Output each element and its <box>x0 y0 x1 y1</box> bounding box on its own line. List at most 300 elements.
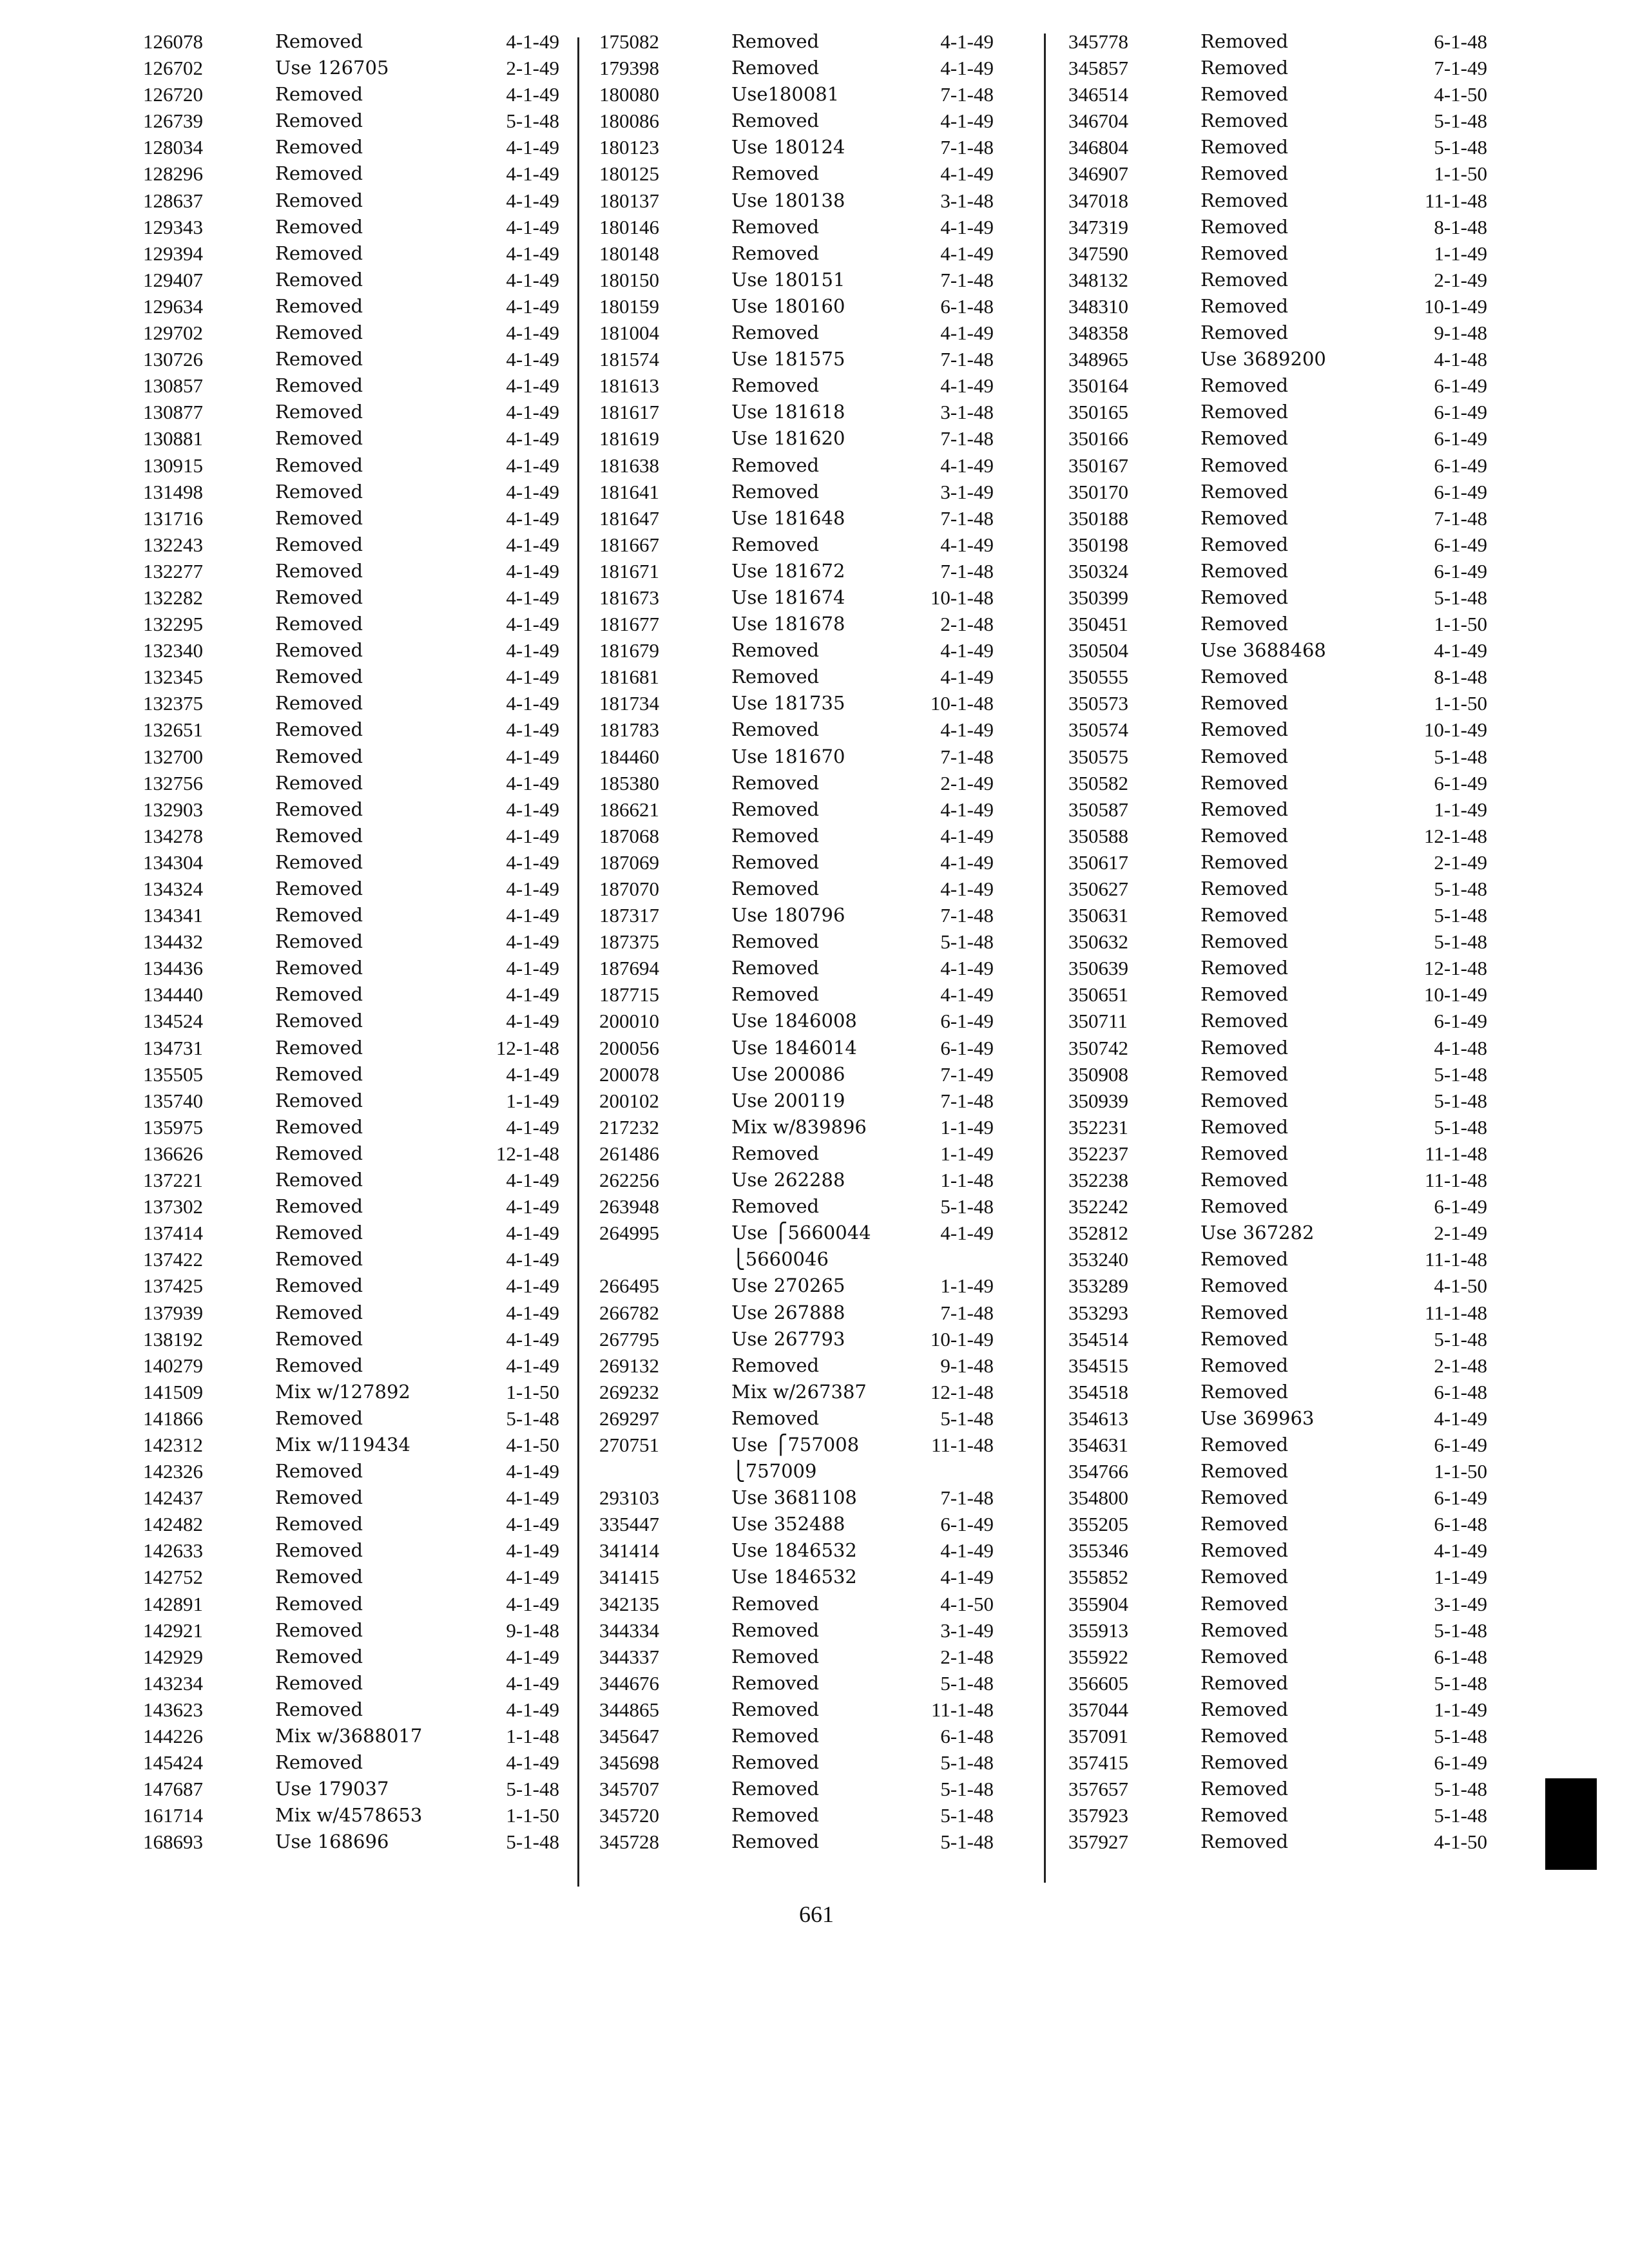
disposition: Removed <box>1200 1380 1289 1403</box>
table-row <box>143 505 568 532</box>
part-number: 126078 <box>143 30 203 53</box>
table-row <box>143 1829 568 1855</box>
effective-date: 4-1-49 <box>940 824 994 847</box>
disposition: Removed <box>1200 533 1289 555</box>
disposition: Removed <box>275 1142 363 1164</box>
table-row <box>1068 1061 1507 1088</box>
part-number: 134436 <box>143 957 203 980</box>
effective-date: 2-1-48 <box>940 1645 994 1668</box>
disposition: Removed <box>1200 454 1289 476</box>
disposition: Removed <box>275 454 363 476</box>
table-row <box>599 664 1025 690</box>
effective-date: 6-1-49 <box>1434 559 1487 582</box>
effective-date: 4-1-49 <box>506 1354 559 1377</box>
table-row <box>143 1696 568 1723</box>
effective-date: 1-1-49 <box>1434 242 1487 265</box>
disposition: Use 1846008 <box>731 1010 857 1032</box>
part-number: 128034 <box>143 136 203 159</box>
disposition: Use 3688468 <box>1200 639 1326 662</box>
effective-date: 6-1-48 <box>940 1725 994 1747</box>
table-row <box>599 637 1025 664</box>
effective-date: 5-1-48 <box>1434 110 1487 133</box>
disposition: Removed <box>1200 242 1289 264</box>
part-number: 130857 <box>143 374 203 398</box>
effective-date: 10-1-49 <box>1423 294 1487 318</box>
table-row <box>143 1723 568 1749</box>
effective-date: 5-1-48 <box>1434 878 1487 900</box>
part-number: 187317 <box>599 904 659 927</box>
table-row <box>599 1537 1025 1564</box>
disposition: Removed <box>1200 586 1289 608</box>
disposition: Use 3681108 <box>731 1486 857 1509</box>
table-row <box>143 1352 568 1379</box>
part-number: 134524 <box>143 1010 203 1033</box>
part-number: 181613 <box>599 374 659 398</box>
table-row <box>143 55 568 81</box>
disposition: Removed <box>275 586 363 608</box>
part-number: 350908 <box>1068 1062 1128 1086</box>
part-number: 180123 <box>599 136 659 159</box>
effective-date: 4-1-49 <box>940 322 994 345</box>
table-row <box>143 744 568 770</box>
disposition: ⎩5660046 <box>731 1248 829 1271</box>
table-row <box>1068 160 1507 187</box>
effective-date: 4-1-49 <box>506 374 559 398</box>
effective-date: 4-1-49 <box>940 533 994 556</box>
table-row <box>143 532 568 558</box>
table-row <box>143 584 568 611</box>
part-number: 179398 <box>599 57 659 80</box>
effective-date: 11-1-48 <box>1425 1169 1487 1192</box>
disposition: Removed <box>1200 1751 1289 1774</box>
disposition: Removed <box>731 798 820 820</box>
disposition: Removed <box>275 1566 363 1588</box>
disposition: Removed <box>1200 1778 1289 1800</box>
table-row <box>1068 823 1507 849</box>
disposition: Use 181678 <box>731 613 845 635</box>
table-row <box>599 1114 1025 1140</box>
disposition: Use 168696 <box>275 1831 389 1853</box>
table-row <box>143 1035 568 1061</box>
effective-date: 4-1-49 <box>506 1671 559 1695</box>
effective-date: 1-1-50 <box>1434 162 1487 186</box>
effective-date: 4-1-49 <box>940 798 994 821</box>
part-number: 180159 <box>599 294 659 318</box>
part-number: 134304 <box>143 850 203 874</box>
effective-date: 4-1-48 <box>1434 1036 1487 1059</box>
disposition: Removed <box>1200 1831 1289 1853</box>
part-number: 269232 <box>599 1380 659 1403</box>
table-row <box>143 1670 568 1696</box>
table-row <box>1068 1273 1507 1299</box>
part-number: 129343 <box>143 215 203 238</box>
effective-date: 6-1-48 <box>1434 30 1487 53</box>
effective-date: 4-1-49 <box>506 294 559 318</box>
disposition: Removed <box>275 1195 363 1218</box>
table-row <box>599 1829 1025 1855</box>
table-row <box>1068 1537 1507 1564</box>
part-number: 350167 <box>1068 454 1128 477</box>
table-row <box>1068 1140 1507 1167</box>
disposition: Removed <box>1200 1566 1289 1588</box>
part-number: 355205 <box>1068 1513 1128 1536</box>
disposition: Removed <box>1200 692 1289 715</box>
disposition: Removed <box>275 215 363 238</box>
part-number: 355913 <box>1068 1619 1128 1642</box>
table-row <box>1068 214 1507 240</box>
part-number: 350632 <box>1068 930 1128 954</box>
disposition: Mix w/839896 <box>731 1115 867 1138</box>
disposition: Removed <box>731 1354 820 1376</box>
effective-date: 9-1-48 <box>506 1619 559 1642</box>
effective-date: 1-1-50 <box>1434 1460 1487 1483</box>
disposition: Use 181575 <box>731 348 845 370</box>
effective-date: 4-1-49 <box>940 30 994 53</box>
table-row <box>1068 1008 1507 1034</box>
effective-date: 7-1-48 <box>940 1089 994 1112</box>
effective-date: 4-1-49 <box>940 1566 994 1589</box>
effective-date: 4-1-49 <box>506 242 559 265</box>
table-row <box>143 81 568 108</box>
effective-date: 1-1-49 <box>1434 1698 1487 1721</box>
disposition: Use 181620 <box>731 427 845 450</box>
part-number: 350639 <box>1068 957 1128 980</box>
part-number: 137422 <box>143 1248 203 1271</box>
effective-date: 5-1-48 <box>1434 1778 1487 1801</box>
disposition: Removed <box>731 850 820 873</box>
table-row <box>1068 28 1507 55</box>
effective-date: 5-1-48 <box>1434 1115 1487 1139</box>
disposition: Removed <box>1200 1248 1289 1271</box>
effective-date: 6-1-49 <box>1434 1195 1487 1218</box>
disposition: Removed <box>275 427 363 450</box>
disposition: Use 179037 <box>275 1778 389 1800</box>
table-row <box>1068 1300 1507 1326</box>
part-number: 129394 <box>143 242 203 265</box>
effective-date: 4-1-49 <box>506 454 559 477</box>
disposition: Removed <box>275 1513 363 1535</box>
effective-date: 4-1-49 <box>506 533 559 556</box>
disposition: Use 369963 <box>1200 1407 1315 1429</box>
disposition: Removed <box>1200 1513 1289 1535</box>
table-row <box>599 1776 1025 1802</box>
effective-date: 11-1-48 <box>1425 189 1487 212</box>
part-number: 137302 <box>143 1195 203 1218</box>
disposition: Removed <box>275 294 363 317</box>
table-row <box>143 160 568 187</box>
part-number: 143623 <box>143 1698 203 1721</box>
disposition: Removed <box>1200 798 1289 820</box>
part-number: 130915 <box>143 454 203 477</box>
disposition: Use 180160 <box>731 294 845 317</box>
disposition: Removed <box>275 1115 363 1138</box>
disposition: Removed <box>1200 268 1289 291</box>
table-row <box>599 160 1025 187</box>
part-number: 355346 <box>1068 1539 1128 1562</box>
effective-date: 4-1-49 <box>506 1486 559 1510</box>
part-number: 350617 <box>1068 850 1128 874</box>
table-row <box>143 1008 568 1034</box>
table-row <box>143 372 568 399</box>
part-number: 350504 <box>1068 639 1128 662</box>
table-row <box>1068 611 1507 637</box>
part-number: 128637 <box>143 189 203 212</box>
effective-date: 4-1-49 <box>1434 639 1487 662</box>
part-number: 132282 <box>143 586 203 609</box>
table-row <box>1068 981 1507 1008</box>
effective-date: 4-1-49 <box>506 480 559 503</box>
table-row <box>143 1564 568 1590</box>
table-row <box>1068 1220 1507 1246</box>
table-row <box>599 1140 1025 1167</box>
effective-date: 3-1-48 <box>940 189 994 212</box>
part-number: 347590 <box>1068 242 1128 265</box>
table-row <box>143 108 568 134</box>
disposition: Removed <box>731 1645 820 1667</box>
disposition: Removed <box>1200 322 1289 344</box>
effective-date: 10-1-49 <box>1423 983 1487 1006</box>
table-row <box>143 1246 568 1273</box>
part-number: 350711 <box>1068 1010 1128 1033</box>
effective-date: 4-1-49 <box>506 957 559 980</box>
disposition: Removed <box>1200 480 1289 503</box>
part-number: 357044 <box>1068 1698 1128 1721</box>
effective-date: 4-1-49 <box>506 878 559 900</box>
table-row <box>1068 134 1507 160</box>
table-row <box>599 1644 1025 1670</box>
disposition: Removed <box>1200 1169 1289 1191</box>
table-row <box>599 876 1025 902</box>
disposition: Removed <box>1200 427 1289 450</box>
disposition: Mix w/127892 <box>275 1380 410 1403</box>
table-row <box>143 1749 568 1776</box>
effective-date: 4-1-49 <box>940 57 994 80</box>
table-row <box>1068 1670 1507 1696</box>
table-row <box>599 1061 1025 1088</box>
table-row <box>599 1008 1025 1034</box>
part-number: 145424 <box>143 1751 203 1774</box>
disposition: Use 352488 <box>731 1513 845 1535</box>
table-row <box>143 1432 568 1458</box>
table-row <box>143 1300 568 1326</box>
disposition: Removed <box>731 1698 820 1720</box>
part-number: 131716 <box>143 506 203 530</box>
table-row <box>599 81 1025 108</box>
disposition: Use ⎧757008 <box>731 1433 860 1456</box>
disposition: Removed <box>275 983 363 1006</box>
effective-date: 4-1-49 <box>506 1195 559 1218</box>
effective-date: 8-1-48 <box>1434 215 1487 238</box>
effective-date: 6-1-48 <box>940 294 994 318</box>
table-row <box>599 558 1025 584</box>
part-number: 350399 <box>1068 586 1128 609</box>
disposition: Removed <box>1200 559 1289 582</box>
part-number: 142921 <box>143 1619 203 1642</box>
part-number: 345857 <box>1068 57 1128 80</box>
effective-date: 12-1-48 <box>496 1142 559 1165</box>
part-number: 350188 <box>1068 506 1128 530</box>
effective-date: 1-1-48 <box>940 1169 994 1192</box>
disposition: Removed <box>1200 189 1289 211</box>
table-row <box>1068 1352 1507 1379</box>
effective-date: 6-1-48 <box>1434 1513 1487 1536</box>
effective-date: 4-1-49 <box>506 322 559 345</box>
disposition: Removed <box>1200 745 1289 767</box>
effective-date: 6-1-49 <box>1434 374 1487 398</box>
table-row <box>599 267 1025 293</box>
effective-date: 4-1-49 <box>506 559 559 582</box>
part-number: 129407 <box>143 268 203 291</box>
part-number: 341415 <box>599 1566 659 1589</box>
part-number: 128296 <box>143 162 203 186</box>
part-number: 137414 <box>143 1222 203 1245</box>
disposition: Removed <box>275 268 363 291</box>
effective-date: 9-1-48 <box>940 1354 994 1377</box>
table-row <box>599 823 1025 849</box>
effective-date: 12-1-48 <box>1423 824 1487 847</box>
part-number: 350324 <box>1068 559 1128 582</box>
part-number: 355852 <box>1068 1566 1128 1589</box>
disposition: Removed <box>731 666 820 688</box>
effective-date: 4-1-49 <box>506 1301 559 1324</box>
table-row <box>599 505 1025 532</box>
part-number: 181617 <box>599 401 659 424</box>
table-row <box>143 796 568 823</box>
part-number: 144226 <box>143 1725 203 1747</box>
disposition: Removed <box>275 1486 363 1509</box>
table-row <box>143 1644 568 1670</box>
disposition: Removed <box>1200 1804 1289 1827</box>
effective-date: 5-1-48 <box>940 930 994 954</box>
disposition: Removed <box>1200 1115 1289 1138</box>
effective-date: 4-1-49 <box>940 1539 994 1562</box>
part-number: 262256 <box>599 1169 659 1192</box>
table-row <box>1068 1458 1507 1485</box>
effective-date: 4-1-49 <box>940 957 994 980</box>
table-row <box>599 108 1025 134</box>
disposition: Mix w/4578653 <box>275 1804 423 1827</box>
disposition: Use 181618 <box>731 401 845 423</box>
effective-date: 1-1-49 <box>506 1089 559 1112</box>
effective-date: 6-1-49 <box>1434 427 1487 450</box>
table-row <box>143 770 568 796</box>
table-row <box>1068 1193 1507 1220</box>
effective-date: 4-1-49 <box>940 110 994 133</box>
effective-date: 1-1-48 <box>506 1725 559 1747</box>
disposition: Removed <box>275 1036 363 1059</box>
disposition: Removed <box>275 1619 363 1641</box>
part-number: 200078 <box>599 1062 659 1086</box>
part-number: 137939 <box>143 1301 203 1324</box>
part-number: 134731 <box>143 1036 203 1059</box>
disposition: Removed <box>731 162 820 185</box>
disposition: Removed <box>275 110 363 132</box>
part-number: 352238 <box>1068 1169 1128 1192</box>
disposition: Removed <box>1200 401 1289 423</box>
table-row <box>599 346 1025 372</box>
effective-date: 7-1-48 <box>940 83 994 106</box>
table-row <box>599 214 1025 240</box>
effective-date: 4-1-49 <box>506 771 559 794</box>
effective-date: 6-1-49 <box>1434 454 1487 477</box>
table-row <box>143 293 568 320</box>
part-number: 344865 <box>599 1698 659 1721</box>
effective-date: 4-1-49 <box>940 162 994 186</box>
effective-date: 7-1-48 <box>940 1301 994 1324</box>
table-row <box>1068 346 1507 372</box>
effective-date: 4-1-49 <box>506 1115 559 1139</box>
part-number: 161714 <box>143 1804 203 1827</box>
effective-date: 5-1-48 <box>1434 1327 1487 1350</box>
disposition: Removed <box>1200 374 1289 397</box>
table-row <box>143 479 568 505</box>
part-number: 269297 <box>599 1407 659 1430</box>
disposition: Removed <box>1200 136 1289 159</box>
table-row <box>143 1140 568 1167</box>
part-number: 187070 <box>599 878 659 900</box>
effective-date: 5-1-48 <box>1434 1671 1487 1695</box>
table-row <box>599 1696 1025 1723</box>
part-number: 200056 <box>599 1036 659 1059</box>
disposition: Removed <box>731 771 820 794</box>
effective-date: 4-1-49 <box>506 1169 559 1192</box>
effective-date: 4-1-50 <box>1434 1831 1487 1854</box>
part-number: 142326 <box>143 1460 203 1483</box>
part-number: 187068 <box>599 824 659 847</box>
disposition: Removed <box>1200 1645 1289 1667</box>
effective-date: 2-1-49 <box>940 771 994 794</box>
disposition: Removed <box>1200 983 1289 1006</box>
part-number: 142437 <box>143 1486 203 1510</box>
disposition: Removed <box>1200 930 1289 953</box>
disposition: Use 200086 <box>731 1062 845 1085</box>
table-row <box>143 1617 568 1644</box>
effective-date: 6-1-49 <box>1434 1751 1487 1774</box>
disposition: Mix w/3688017 <box>275 1725 423 1747</box>
table-row <box>143 1193 568 1220</box>
effective-date: 5-1-48 <box>940 1804 994 1827</box>
effective-date: 4-1-49 <box>940 374 994 398</box>
disposition: Removed <box>1200 1327 1289 1350</box>
part-number: 132340 <box>143 639 203 662</box>
part-number: 350582 <box>1068 771 1128 794</box>
table-row <box>1068 690 1507 716</box>
table-row <box>1068 320 1507 346</box>
thumb-index-tab <box>1545 1778 1597 1870</box>
disposition: Use 1846014 <box>731 1036 857 1059</box>
disposition: Use 126705 <box>275 57 389 79</box>
effective-date: 7-1-48 <box>940 1486 994 1510</box>
disposition: Removed <box>275 1671 363 1694</box>
effective-date: 5-1-48 <box>1434 930 1487 954</box>
effective-date: 4-1-49 <box>506 850 559 874</box>
disposition: Use 267793 <box>731 1327 845 1350</box>
disposition: Removed <box>731 1831 820 1853</box>
disposition: Removed <box>275 401 363 423</box>
part-number: 129702 <box>143 322 203 345</box>
table-row <box>1068 716 1507 743</box>
effective-date: 7-1-48 <box>940 268 994 291</box>
table-row <box>599 1088 1025 1114</box>
part-number: 140279 <box>143 1354 203 1377</box>
effective-date: 4-1-49 <box>506 904 559 927</box>
disposition: Removed <box>275 904 363 927</box>
table-row <box>143 1458 568 1485</box>
table-row <box>599 1511 1025 1537</box>
part-number: 353289 <box>1068 1274 1128 1298</box>
table-row <box>1068 876 1507 902</box>
table-row <box>1068 796 1507 823</box>
